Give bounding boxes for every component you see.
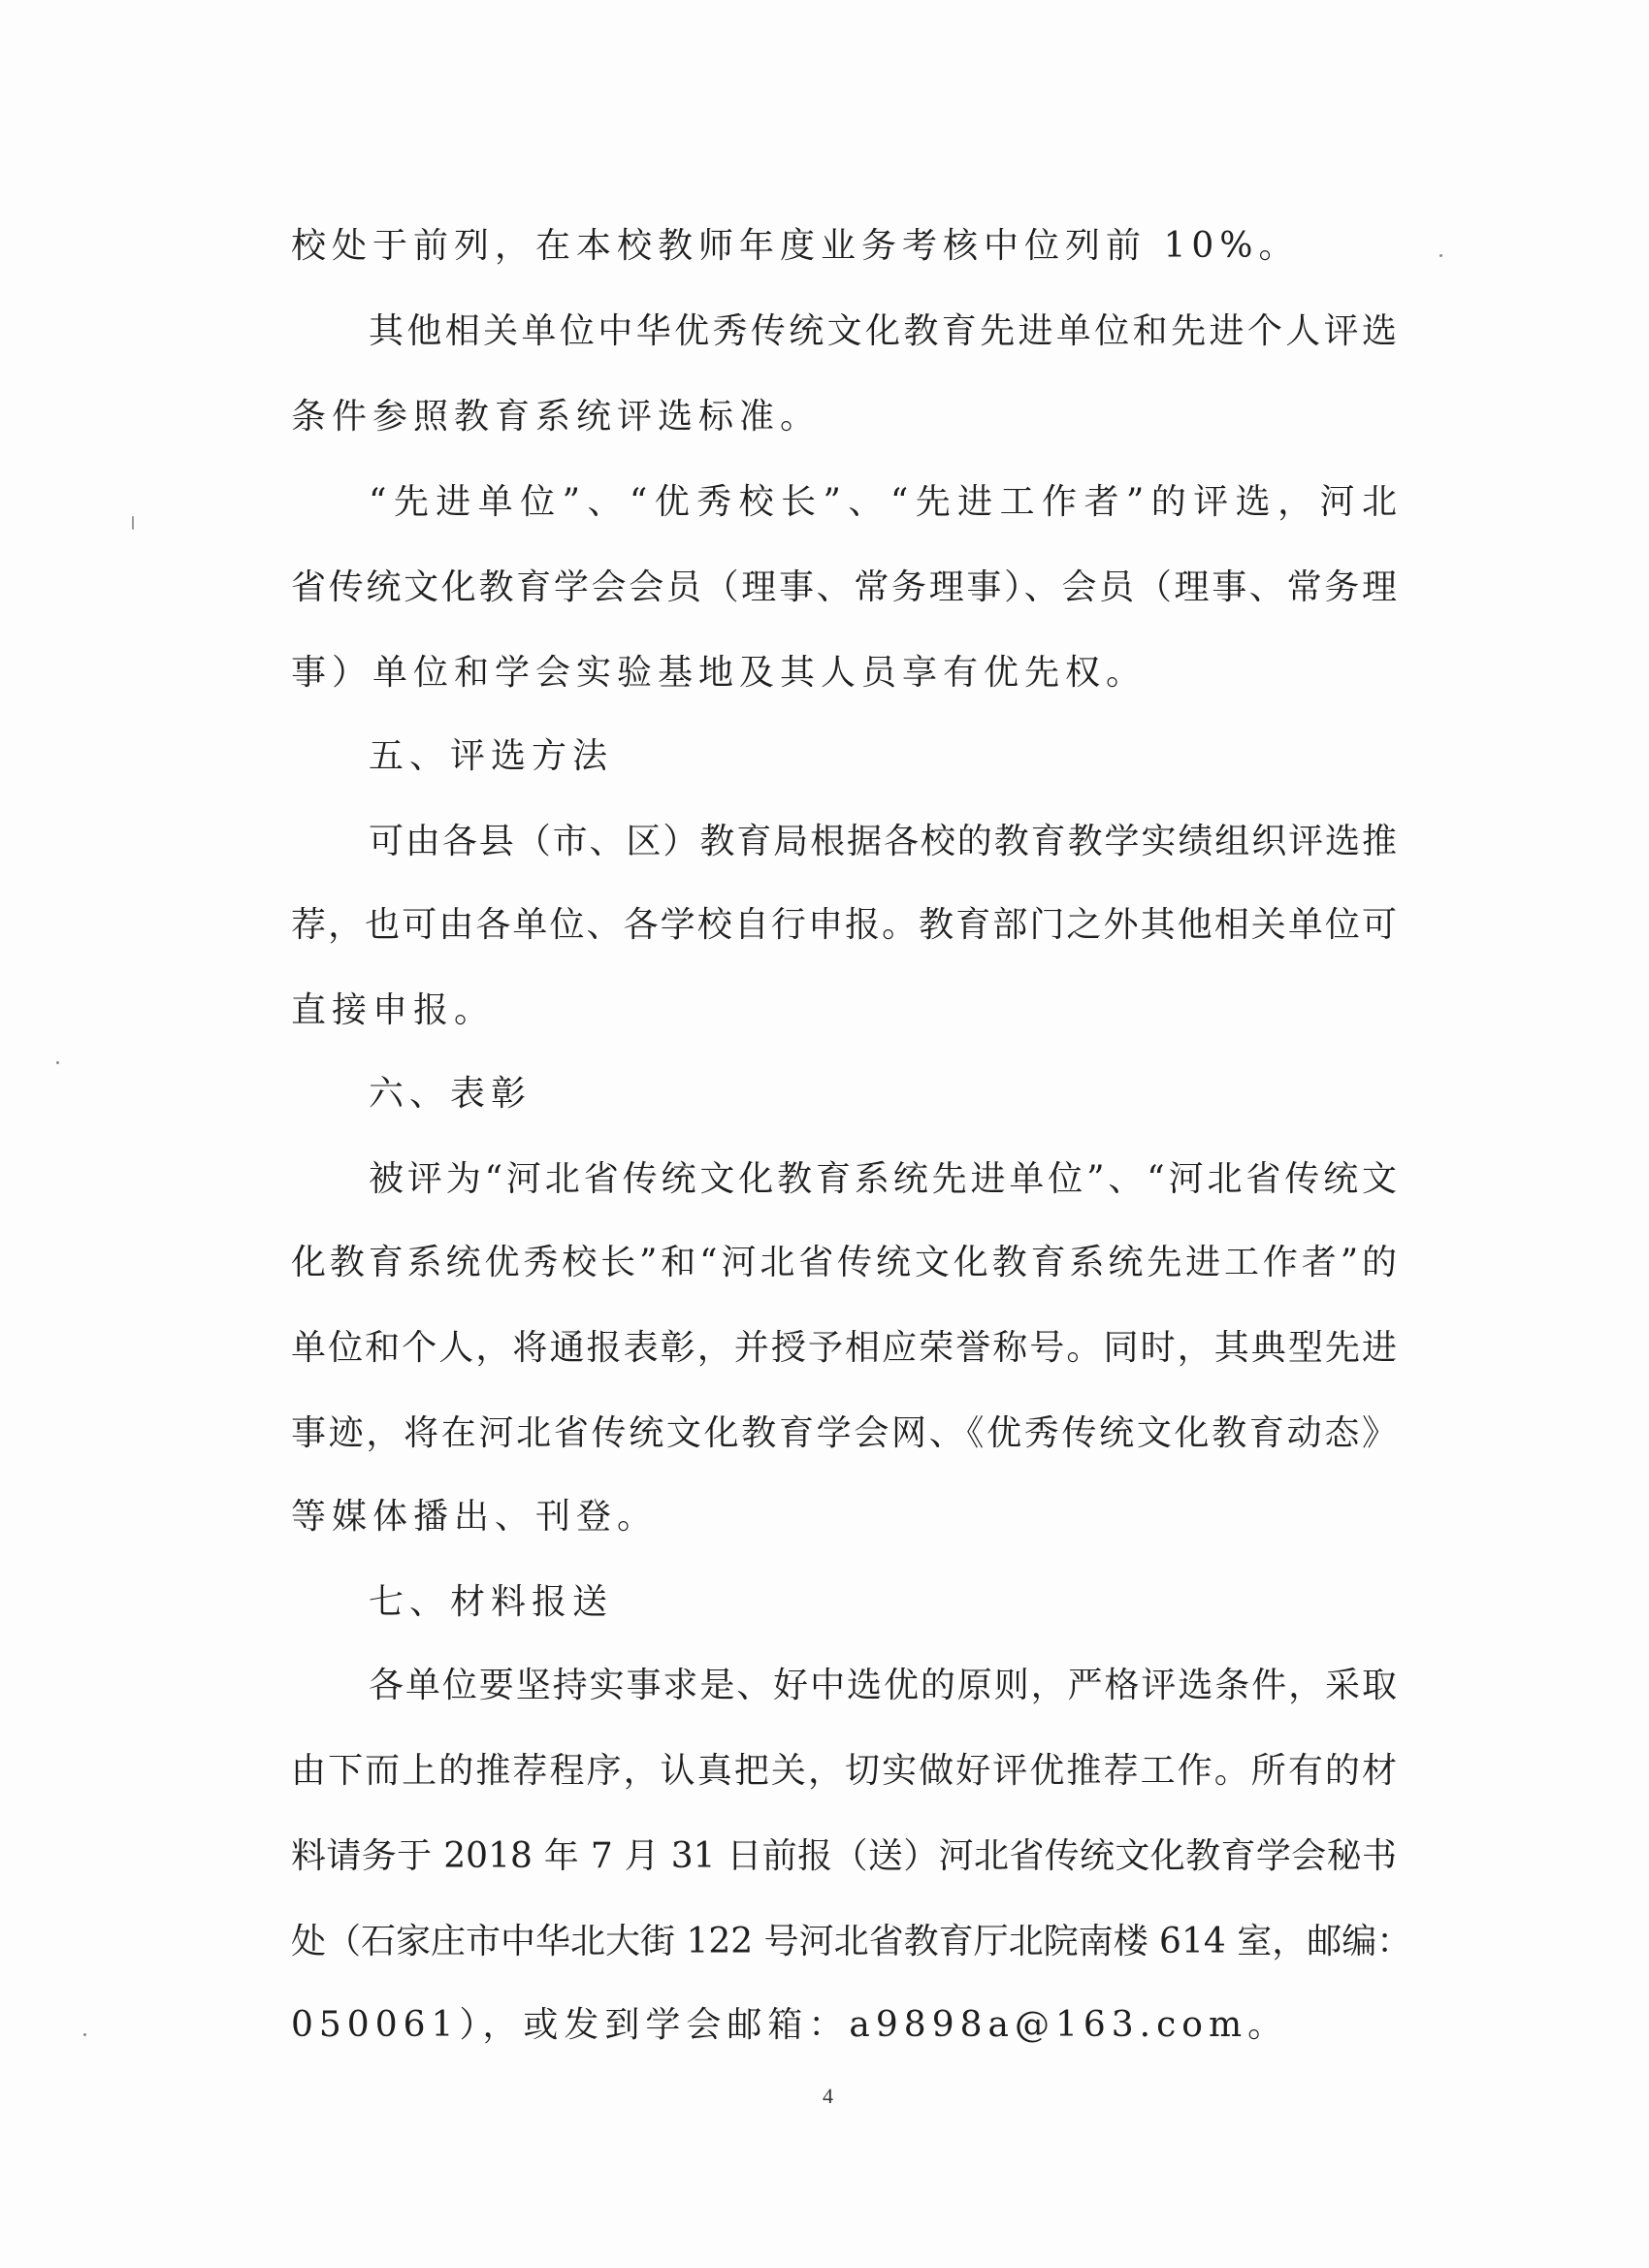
paragraph-line: “先进单位”、“优秀校长”、“先进工作者”的评选，河北 [369,482,1397,522]
paragraph-line: 可由各县（市、区）教育局根据各校的教育教学实绩组织评选推 [369,822,1397,861]
scan-speck [83,2033,86,2036]
section-heading: 七、材料报送 [369,1582,614,1622]
section-heading: 六、表彰 [369,1074,533,1114]
paragraph-line: 化教育系统优秀校长”和“河北省传统文化教育系统先进工作者”的 [291,1243,1397,1282]
paragraph-line: 事迹，将在河北省传统文化教育学会网、《优秀传统文化教育动态》 [291,1413,1397,1453]
paragraph-line: 校处于前列，在本校教师年度业务考核中位列前 10%。 [291,226,1300,266]
paragraph-line: 其他相关单位中华优秀传统文化教育先进单位和先进个人评选 [369,311,1397,351]
scan-speck [56,1061,59,1064]
paragraph-line: 各单位要坚持实事求是、好中选优的原则，严格评选条件，采取 [369,1666,1397,1705]
scan-speck [132,516,134,530]
paragraph-line: 等媒体播出、刊登。 [291,1497,659,1537]
paragraph-line: 荐，也可由各单位、各学校自行申报。教育部门之外其他相关单位可 [291,905,1397,945]
paragraph-line: 条件参照教育系统评选标准。 [291,397,822,437]
paragraph-line: 单位和个人，将通报表彰，并授予相应荣誉称号。同时，其典型先进 [291,1328,1397,1368]
scan-speck [1439,254,1442,257]
paragraph-line: 被评为“河北省传统文化教育系统先进单位”、“河北省传统文 [369,1159,1397,1199]
page-number: 4 [823,2084,833,2108]
paragraph-line: 料请务于 2018 年 7 月 31 日前报（送）河北省传统文化教育学会秘书 [291,1836,1397,1876]
paragraph-line: 050061），或发到学会邮箱：a9898a@163.com。 [291,2005,1289,2045]
paragraph-line: 由下而上的推荐程序，认真把关，切实做好评优推荐工作。所有的材 [291,1751,1397,1791]
paragraph-line: 直接申报。 [291,990,496,1030]
paragraph-line: 事）单位和学会实验基地及其人员享有优先权。 [291,653,1148,693]
paragraph-line: 省传统文化教育学会会员（理事、常务理事）、会员（理事、常务理 [291,567,1397,607]
section-heading: 五、评选方法 [369,736,614,776]
paragraph-line: 处（石家庄市中华北大街 122 号河北省教育厅北院南楼 614 室，邮编： [291,1922,1412,1961]
